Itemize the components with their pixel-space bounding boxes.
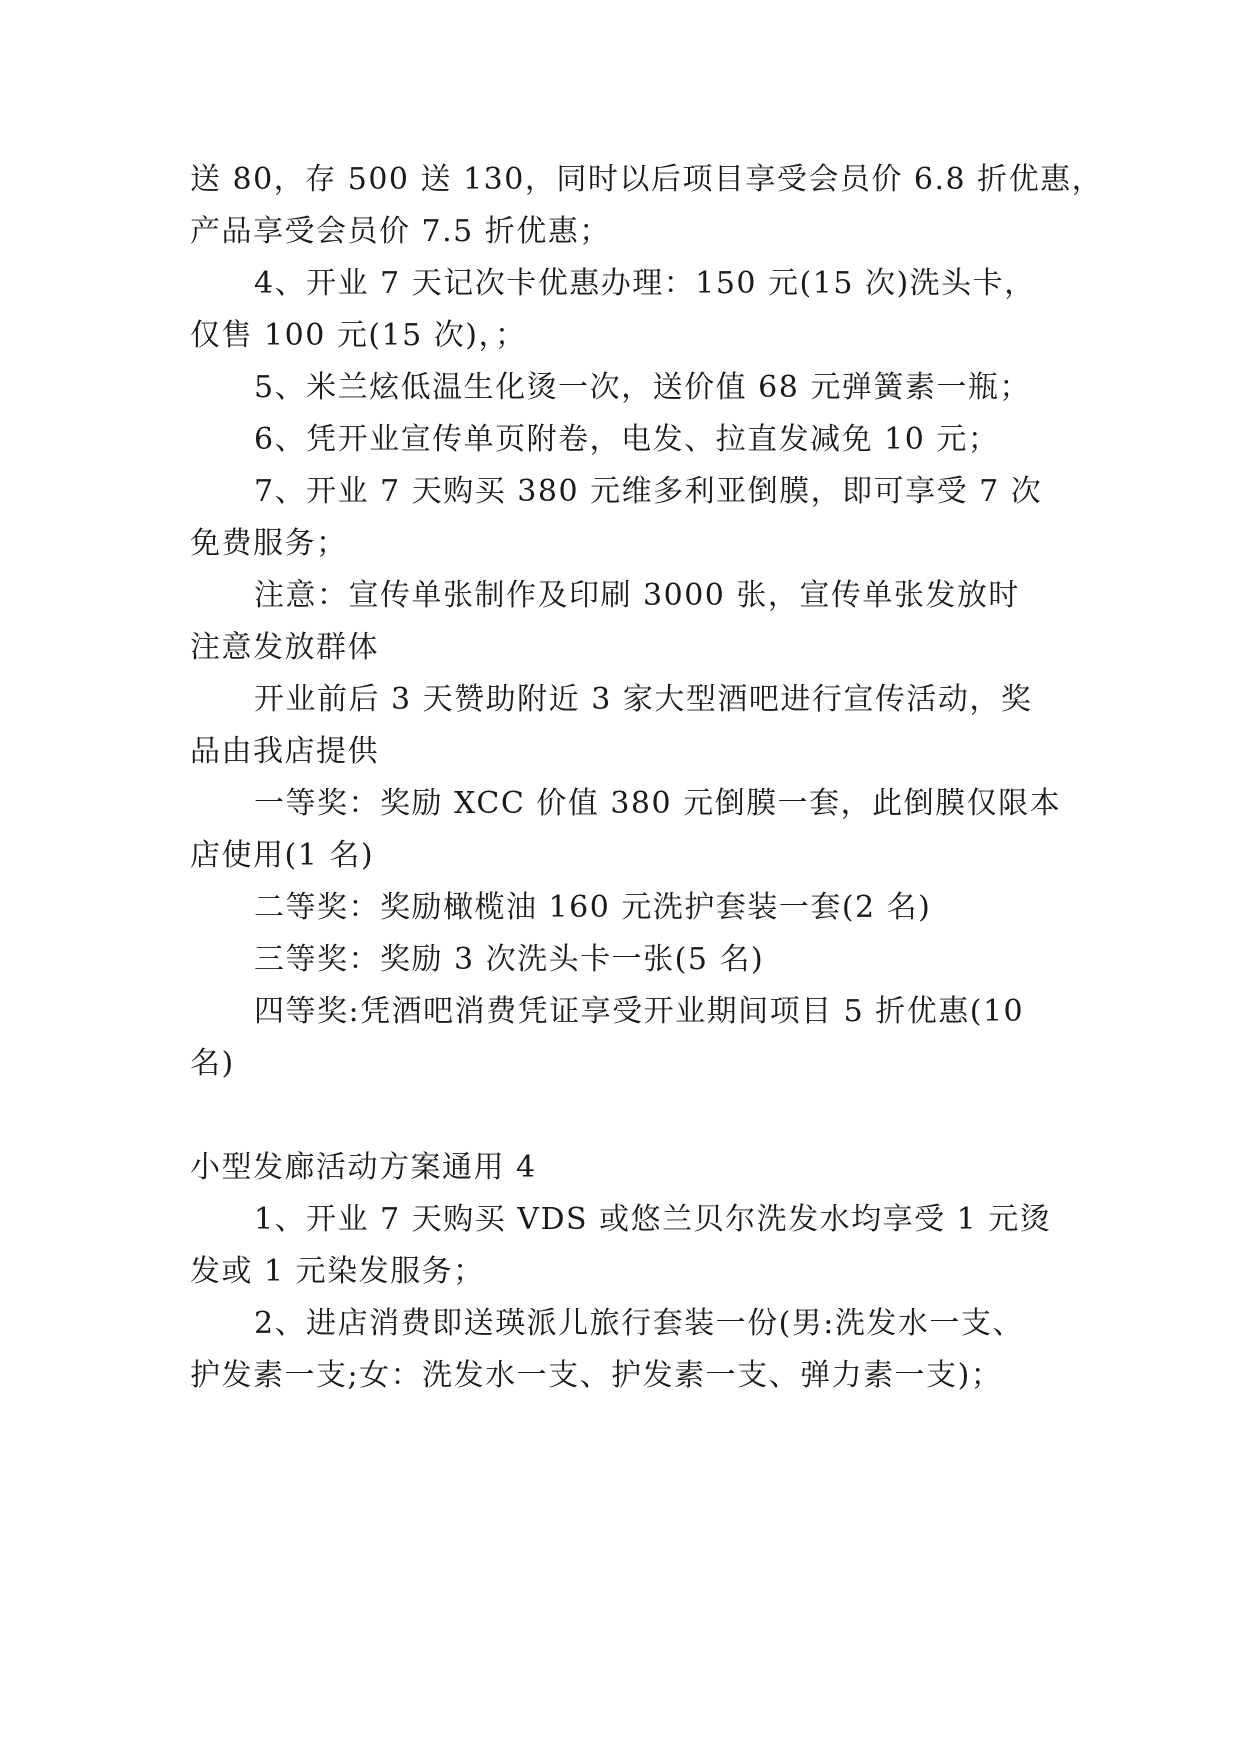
paragraph-line: 名) bbox=[190, 1046, 235, 1081]
paragraph-line: 品由我店提供 bbox=[190, 734, 379, 769]
paragraph-line: 一等奖：奖励 XCC 价值 380 元倒膜一套，此倒膜仅限本 bbox=[254, 786, 1062, 821]
paragraph-line: 注意：宣传单张制作及印刷 3000 张，宣传单张发放时 bbox=[254, 578, 1020, 613]
paragraph-line: 二等奖：奖励橄榄油 160 元洗护套装一套(2 名) bbox=[254, 890, 932, 925]
paragraph-line: 发或 1 元染发服务； bbox=[190, 1254, 485, 1289]
paragraph-line: 1、开业 7 天购买 VDS 或悠兰贝尔洗发水均享受 1 元烫 bbox=[254, 1202, 1052, 1237]
paragraph-line: 4、开业 7 天记次卡优惠办理：150 元(15 次)洗头卡， bbox=[254, 266, 1036, 301]
paragraph-line: 产品享受会员价 7.5 折优惠； bbox=[190, 214, 611, 249]
paragraph-line: 店使用(1 名) bbox=[190, 838, 375, 873]
paragraph-line: 仅售 100 元(15 次)，； bbox=[190, 318, 527, 353]
section-heading: 小型发廊活动方案通用 4 bbox=[190, 1150, 537, 1185]
paragraph-line: 7、开业 7 天购买 380 元维多利亚倒膜，即可享受 7 次 bbox=[254, 474, 1043, 509]
paragraph-line: 6、凭开业宣传单页附卷，电发、拉直发减免 10 元； bbox=[254, 422, 1000, 457]
paragraph-line: 2、进店消费即送瑛派儿旅行套装一份(男:洗发水一支、 bbox=[254, 1306, 1024, 1341]
paragraph-line: 免费服务； bbox=[190, 526, 348, 561]
paragraph-line: 三等奖：奖励 3 次洗头卡一张(5 名) bbox=[254, 942, 765, 977]
paragraph-line: 护发素一支;女：洗发水一支、护发素一支、弹力素一支)； bbox=[190, 1358, 1003, 1393]
paragraph-line: 四等奖:凭酒吧消费凭证享受开业期间项目 5 折优惠(10 bbox=[254, 994, 1025, 1029]
paragraph-line: 5、米兰炫低温生化烫一次，送价值 68 元弹簧素一瓶； bbox=[254, 370, 1031, 405]
paragraph-line: 送 80，存 500 送 130，同时以后项目享受会员价 6.8 折优惠， bbox=[190, 162, 1104, 197]
paragraph-line: 注意发放群体 bbox=[190, 630, 379, 665]
paragraph-line: 开业前后 3 天赞助附近 3 家大型酒吧进行宣传活动，奖 bbox=[254, 682, 1033, 717]
